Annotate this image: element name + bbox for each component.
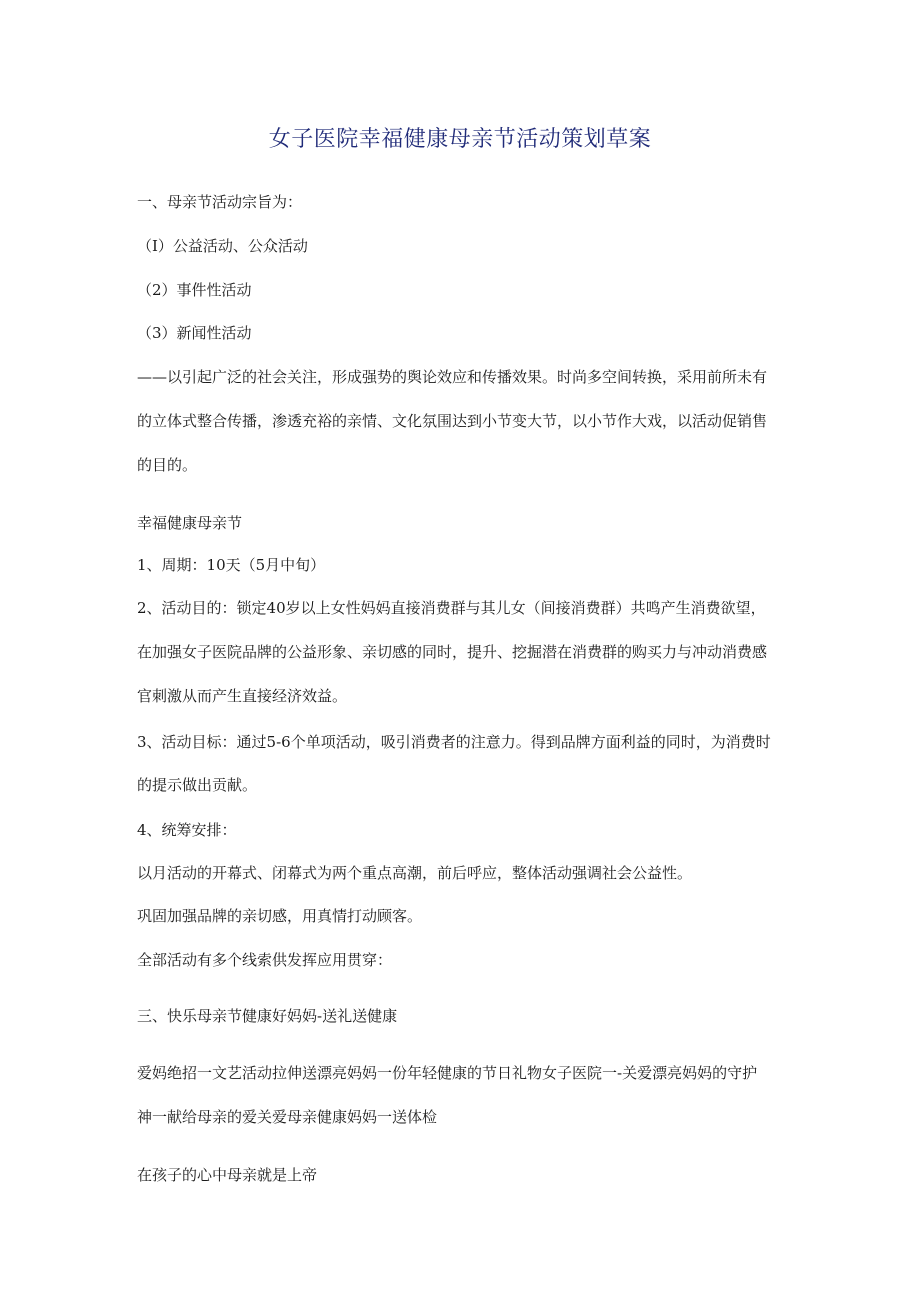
paragraph-line: 3、活动目标：通过5-6个单项活动，吸引消费者的注意力。得到品牌方面利益的同时，为消费时 [137,733,771,751]
paragraph-line: 神一献给母亲的爱关爱母亲健康妈妈一送体检 [137,1108,438,1126]
paragraph-line: 在加强女子医院品牌的公益形象、亲切感的同时，提升、挖掘潜在消费群的购买力与冲动消费感 [137,643,768,661]
paragraph-line: 的立体式整合传播，渗透充裕的亲情、文化氛围达到小节变大节，以小节作大戏，以活动促销售 [137,412,768,430]
paragraph-line: 以月活动的开幕式、闭幕式为两个重点高潮，前后呼应，整体活动强调社会公益性。 [137,864,693,882]
section-heading-event: 幸福健康母亲节 [137,514,243,532]
paragraph-line: ——以引起广泛的社会关注，形成强势的舆论效应和传播效果。时尚多空间转换，采用前所未有 [137,368,768,386]
paragraph-line: 的提示做出贡献。 [137,776,258,794]
list-item: 4、统筹安排： [137,821,237,839]
paragraph-line: 官刺激从而产生直接经济效益。 [137,687,348,705]
paragraph-line: 巩固加强品牌的亲切感，用真情打动顾客。 [137,907,423,925]
section-heading-gift: 三、快乐母亲节健康好妈妈-送礼送健康 [137,1007,398,1025]
paragraph-line: 在孩子的心中母亲就是上帝 [137,1166,318,1184]
section-heading-purpose: 一、母亲节活动宗旨为： [137,193,303,211]
list-item: （2）事件性活动 [137,281,252,299]
list-item: （I）公益活动、公众活动 [137,237,308,255]
paragraph-line: 爱妈绝招一文艺活动拉伸送漂亮妈妈一份年轻健康的节日礼物女子医院一-关爱漂亮妈妈的守护 [137,1064,758,1082]
document-title: 女子医院幸福健康母亲节活动策划草案 [268,127,652,152]
paragraph-line: 2、活动目的：锁定40岁以上女性妈妈直接消费群与其儿女（间接消费群）共鸣产生消费欲望， [137,599,766,617]
list-item: （3）新闻性活动 [137,324,252,342]
paragraph-line: 全部活动有多个线索供发挥应用贯穿： [137,951,393,969]
list-item: 1、周期：10天（5月中旬） [137,556,326,574]
paragraph-line: 的目的。 [137,456,198,474]
